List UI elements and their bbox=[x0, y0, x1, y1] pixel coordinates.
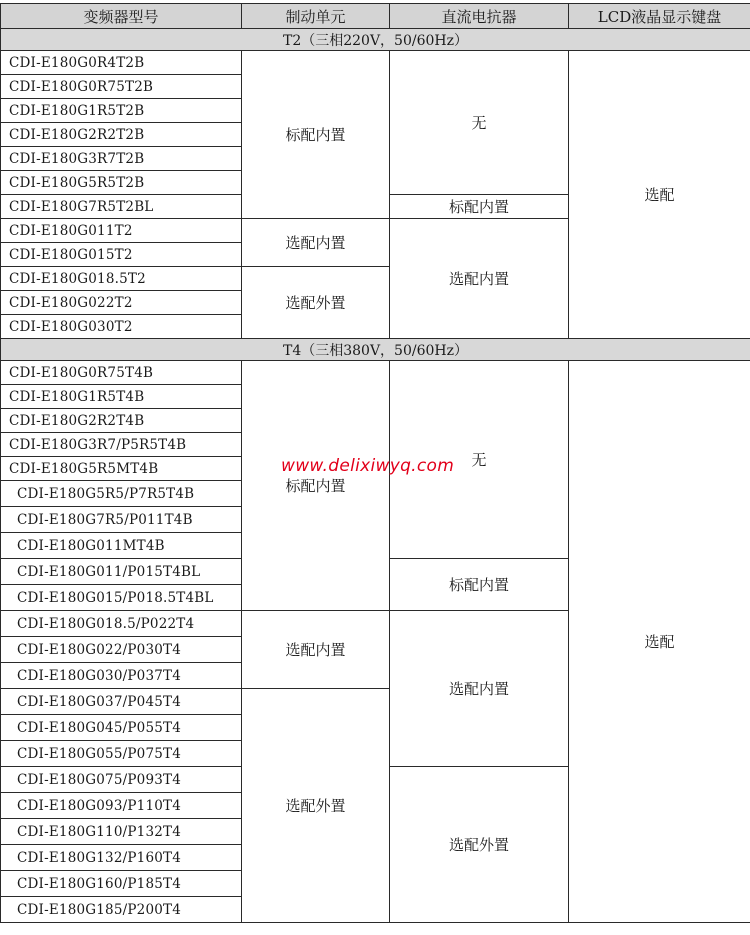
model-cell: CDI-E180G018.5T2 bbox=[1, 267, 242, 291]
model-cell: CDI-E180G0R75T4B bbox=[1, 361, 242, 385]
brake-cell: 选配外置 bbox=[242, 267, 390, 339]
model-cell: CDI-E180G185/P200T4 bbox=[1, 897, 242, 923]
model-cell: CDI-E180G011/P015T4BL bbox=[1, 559, 242, 585]
header-model: 变频器型号 bbox=[1, 4, 242, 29]
table-row bbox=[1, 51, 750, 75]
model-cell: CDI-E180G5R5MT4B bbox=[1, 457, 242, 481]
model-cell: CDI-E180G1R5T4B bbox=[1, 385, 242, 409]
watermark-text: www.delixiwyq.com bbox=[281, 456, 455, 476]
brake-cell: 选配内置 bbox=[242, 611, 390, 689]
section-row-t2 bbox=[1, 29, 750, 51]
model-cell: CDI-E180G015T2 bbox=[1, 243, 242, 267]
model-cell: CDI-E180G7R5T2BL bbox=[1, 195, 242, 219]
brake-cell: 选配内置 bbox=[242, 219, 390, 267]
table-row bbox=[1, 361, 750, 385]
model-cell: CDI-E180G093/P110T4 bbox=[1, 793, 242, 819]
model-cell: CDI-E180G3R7T2B bbox=[1, 147, 242, 171]
model-cell: CDI-E180G011T2 bbox=[1, 219, 242, 243]
model-cell: CDI-E180G022/P030T4 bbox=[1, 637, 242, 663]
model-cell: CDI-E180G015/P018.5T4BL bbox=[1, 585, 242, 611]
model-cell: CDI-E180G1R5T2B bbox=[1, 99, 242, 123]
model-cell: CDI-E180G018.5/P022T4 bbox=[1, 611, 242, 637]
model-cell: CDI-E180G5R5T2B bbox=[1, 171, 242, 195]
model-cell: CDI-E180G075/P093T4 bbox=[1, 767, 242, 793]
model-cell: CDI-E180G0R4T2B bbox=[1, 51, 242, 75]
brake-cell: 标配内置 bbox=[242, 51, 390, 219]
model-cell: CDI-E180G132/P160T4 bbox=[1, 845, 242, 871]
reactor-cell: 选配内置 bbox=[390, 219, 569, 339]
brake-cell: 选配外置 bbox=[242, 689, 390, 923]
model-cell: CDI-E180G0R75T2B bbox=[1, 75, 242, 99]
model-cell: CDI-E180G110/P132T4 bbox=[1, 819, 242, 845]
model-cell: CDI-E180G3R7/P5R5T4B bbox=[1, 433, 242, 457]
model-cell: CDI-E180G2R2T2B bbox=[1, 123, 242, 147]
model-cell: CDI-E180G030/P037T4 bbox=[1, 663, 242, 689]
model-cell: CDI-E180G030T2 bbox=[1, 315, 242, 339]
model-cell: CDI-E180G022T2 bbox=[1, 291, 242, 315]
section-title-t4: T4（三相380V，50/60Hz） bbox=[1, 339, 750, 361]
section-title-t2: T2（三相220V，50/60Hz） bbox=[1, 29, 750, 51]
lcd-cell: 选配 bbox=[569, 361, 750, 923]
header-brake-unit: 制动单元 bbox=[242, 4, 390, 29]
section-row-t4 bbox=[1, 339, 750, 361]
model-cell: CDI-E180G011MT4B bbox=[1, 533, 242, 559]
model-cell: CDI-E180G045/P055T4 bbox=[1, 715, 242, 741]
reactor-cell: 选配内置 bbox=[390, 611, 569, 767]
header-row bbox=[1, 4, 750, 29]
reactor-cell: 选配外置 bbox=[390, 767, 569, 923]
reactor-cell: 无 bbox=[390, 51, 569, 195]
reactor-cell: 标配内置 bbox=[390, 195, 569, 219]
reactor-cell: 标配内置 bbox=[390, 559, 569, 611]
brake-cell: 标配内置 bbox=[242, 361, 390, 611]
model-cell: CDI-E180G160/P185T4 bbox=[1, 871, 242, 897]
model-cell: CDI-E180G7R5/P011T4B bbox=[1, 507, 242, 533]
reactor-cell: 无 bbox=[390, 361, 569, 559]
model-cell: CDI-E180G2R2T4B bbox=[1, 409, 242, 433]
header-lcd-keypad: LCD液晶显示键盘 bbox=[569, 4, 750, 29]
header-dc-reactor: 直流电抗器 bbox=[390, 4, 569, 29]
lcd-cell: 选配 bbox=[569, 51, 750, 339]
model-cell: CDI-E180G055/P075T4 bbox=[1, 741, 242, 767]
model-cell: CDI-E180G037/P045T4 bbox=[1, 689, 242, 715]
model-cell: CDI-E180G5R5/P7R5T4B bbox=[1, 481, 242, 507]
